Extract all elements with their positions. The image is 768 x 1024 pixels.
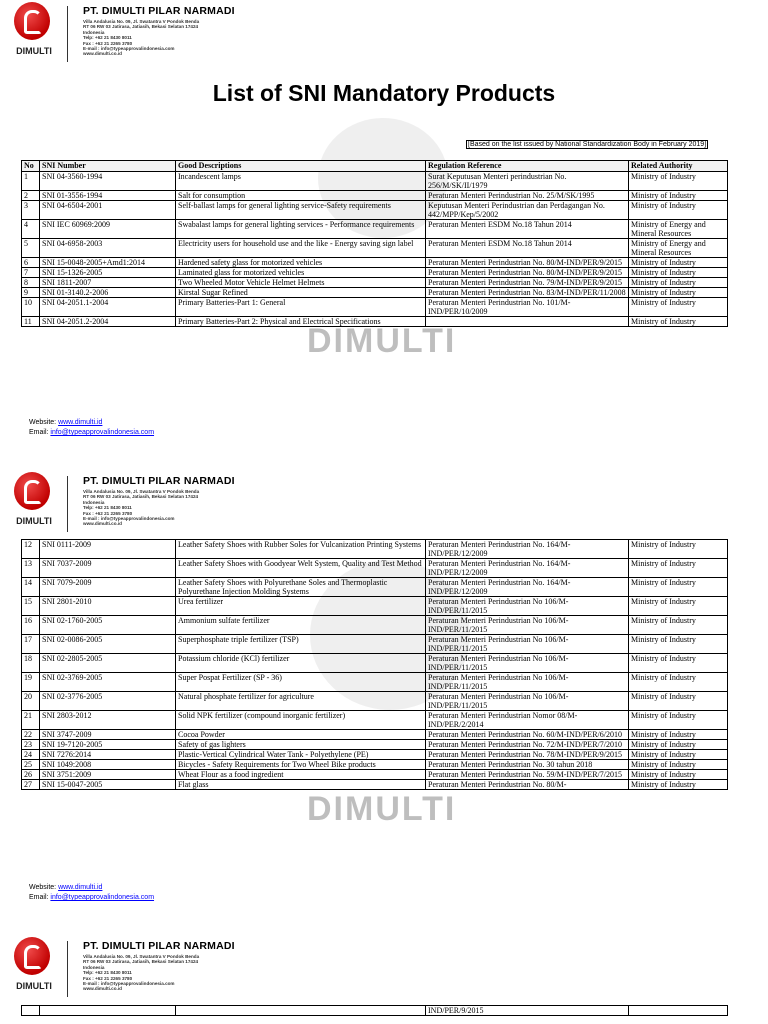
col-header-regulation-reference: Regulation Reference <box>426 161 629 172</box>
row-related-authority: Ministry of Industry <box>629 711 728 730</box>
row-no: 23 <box>22 740 40 750</box>
row-regulation-reference: Peraturan Menteri Perindustrian No. 101/M-IND/PER/10/2009 <box>426 298 629 317</box>
col-header-no: No <box>22 161 40 172</box>
row-regulation-reference: Keputusan Menteri Perindustrian dan Perdagangan No. 442/MPP/Kep/5/2002 <box>426 201 629 220</box>
table-row <box>22 780 728 790</box>
row-regulation-reference: IND/PER/9/2015 <box>426 1006 629 1016</box>
table-row <box>22 268 728 278</box>
company-logo: DIMULTI <box>12 472 52 530</box>
row-good-description: Safety of gas lighters <box>176 740 426 750</box>
row-sni-number: SNI 7079-2009 <box>40 578 176 597</box>
row-related-authority: Ministry of Industry <box>629 635 728 654</box>
company-address: Villa Andalusia No. 09, Jl. Swatantra V Pondok Benda RT 06 RW 03 Jatirasa, Jatiasih, Bekasi Selatan 17424 Indonesia Telp: +62 21 8430 8011 Fax : +62 21 2265 3780 E-mail : info@typeapprovalindonesia.com www.dimulti.co.id <box>83 19 200 57</box>
row-sni-number: SNI 3751:2009 <box>40 770 176 780</box>
row-related-authority: Ministry of Energy and Mineral Resources <box>629 239 728 258</box>
row-regulation-reference: Peraturan Menteri Perindustrian No. 30 tahun 2018 <box>426 760 629 770</box>
row-no: 17 <box>22 635 40 654</box>
row-regulation-reference: Peraturan Menteri Perindustrian No 106/M-IND/PER/11/2015 <box>426 654 629 673</box>
table-row <box>22 750 728 760</box>
row-sni-number: SNI 04-3560-1994 <box>40 172 176 191</box>
row-regulation-reference: Peraturan Menteri Perindustrian No. 164/M-IND/PER/12/2009 <box>426 540 629 559</box>
row-sni-number: SNI 0111-2009 <box>40 540 176 559</box>
table-row <box>22 172 728 191</box>
company-logo: DIMULTI <box>12 937 52 995</box>
row-related-authority: Ministry of Industry <box>629 258 728 268</box>
row-related-authority: Ministry of Industry <box>629 760 728 770</box>
row-sni-number: SNI 04-2051.1-2004 <box>40 298 176 317</box>
row-good-description <box>176 1006 426 1016</box>
row-no: 26 <box>22 770 40 780</box>
row-no: 19 <box>22 673 40 692</box>
row-sni-number: SNI 04-6504-2001 <box>40 201 176 220</box>
table-row <box>22 288 728 298</box>
row-sni-number: SNI 02-0086-2005 <box>40 635 176 654</box>
row-sni-number: SNI IEC 60969:2009 <box>40 220 176 239</box>
row-regulation-reference: Peraturan Menteri Perindustrian No. 72/M-IND/PER/7/2010 <box>426 740 629 750</box>
row-regulation-reference: Peraturan Menteri Perindustrian No 106/M-IND/PER/11/2015 <box>426 673 629 692</box>
table-row <box>22 692 728 711</box>
row-regulation-reference: Peraturan Menteri Perindustrian No. 25/M/SK/1995 <box>426 191 629 201</box>
row-regulation-reference: Peraturan Menteri Perindustrian No. 80/M- <box>426 780 629 790</box>
company-address: Villa Andalusia No. 09, Jl. Swatantra V Pondok Benda RT 06 RW 03 Jatirasa, Jatiasih, Bekasi Selatan 17424 Indonesia Telp: +62 21 8430 8011 Fax : +62 21 2265 3780 E-mail : info@typeapprovalindonesia.com www.dimulti.co.id <box>83 954 200 992</box>
row-regulation-reference: Peraturan Menteri Perindustrian No. 80/M-IND/PER/9/2015 <box>426 258 629 268</box>
row-related-authority: Ministry of Industry <box>629 616 728 635</box>
row-sni-number: SNI 02-2805-2005 <box>40 654 176 673</box>
row-related-authority: Ministry of Industry <box>629 654 728 673</box>
source-note: [Based on the list issued by National Standardization Body in February 2019] <box>468 141 707 148</box>
row-regulation-reference: Peraturan Menteri Perindustrian No. 60/M-IND/PER/6/2010 <box>426 730 629 740</box>
row-no: 18 <box>22 654 40 673</box>
row-sni-number: SNI 2803-2012 <box>40 711 176 730</box>
table-row <box>22 191 728 201</box>
row-good-description: Ammonium sulfate fertilizer <box>176 616 426 635</box>
row-related-authority: Ministry of Industry <box>629 201 728 220</box>
row-good-description: Primary Batteries-Part 2: Physical and Electrical Specifications <box>176 317 426 327</box>
row-related-authority: Ministry of Industry <box>629 730 728 740</box>
row-good-description: Incandescent lamps <box>176 172 426 191</box>
company-name: PT. DIMULTI PILAR NARMADI <box>83 5 235 17</box>
logo-text: DIMULTI <box>16 46 52 56</box>
row-sni-number: SNI 7037-2009 <box>40 559 176 578</box>
table-row <box>22 578 728 597</box>
table-row <box>22 239 728 258</box>
table-row <box>22 673 728 692</box>
row-regulation-reference: Peraturan Menteri Perindustrian No. 164/M-IND/PER/12/2009 <box>426 578 629 597</box>
row-no: 9 <box>22 288 40 298</box>
row-sni-number: SNI 02-3769-2005 <box>40 673 176 692</box>
row-regulation-reference: Surat Keputusan Menteri perindustrian No. 256/M/SK/II/1979 <box>426 172 629 191</box>
website-link[interactable]: www.dimulti.id <box>58 419 103 426</box>
row-regulation-reference: Peraturan Menteri Perindustrian No 106/M-IND/PER/11/2015 <box>426 635 629 654</box>
table-row <box>22 201 728 220</box>
row-good-description: Leather Safety Shoes with Goodyear Welt System, Quality and Test Method <box>176 559 426 578</box>
company-name: PT. DIMULTI PILAR NARMADI <box>83 475 235 487</box>
products-table-page-3 <box>21 1005 728 1016</box>
letterhead <box>0 0 768 72</box>
row-no: 25 <box>22 760 40 770</box>
row-no: 24 <box>22 750 40 760</box>
row-related-authority: Ministry of Industry <box>629 578 728 597</box>
row-related-authority: Ministry of Industry <box>629 673 728 692</box>
row-related-authority: Ministry of Industry <box>629 278 728 288</box>
row-related-authority: Ministry of Industry <box>629 559 728 578</box>
table-row <box>22 597 728 616</box>
page-footer: Website: www.dimulti.id Email: info@typeapprovalindonesia.com <box>29 884 155 901</box>
row-no: 6 <box>22 258 40 268</box>
row-sni-number: SNI 04-6958-2003 <box>40 239 176 258</box>
row-regulation-reference: Peraturan Menteri Perindustrian No. 164/M-IND/PER/12/2009 <box>426 559 629 578</box>
table-row <box>22 278 728 288</box>
row-no: 14 <box>22 578 40 597</box>
products-table-page-2 <box>21 539 728 790</box>
website-link[interactable]: www.dimulti.id <box>58 884 103 891</box>
letterhead <box>0 935 768 1007</box>
row-related-authority: Ministry of Energy and Mineral Resources <box>629 220 728 239</box>
row-regulation-reference <box>426 317 629 327</box>
row-regulation-reference: Peraturan Menteri Perindustrian No 106/M-IND/PER/11/2015 <box>426 692 629 711</box>
row-sni-number: SNI 04-2051.2-2004 <box>40 317 176 327</box>
row-good-description: Electricity users for household use and the like - Energy saving sign label <box>176 239 426 258</box>
row-regulation-reference: Peraturan Menteri Perindustrian No. 79/M-IND/PER/9/2015 <box>426 278 629 288</box>
row-no: 2 <box>22 191 40 201</box>
row-no: 7 <box>22 268 40 278</box>
row-regulation-reference: Peraturan Menteri Perindustrian No. 80/M-IND/PER/9/2015 <box>426 268 629 278</box>
row-sni-number: SNI 19-7120-2005 <box>40 740 176 750</box>
row-no: 13 <box>22 559 40 578</box>
row-no: 1 <box>22 172 40 191</box>
row-sni-number: SNI 02-1760-2005 <box>40 616 176 635</box>
table-row <box>22 540 728 559</box>
row-related-authority: Ministry of Industry <box>629 540 728 559</box>
col-header-sni-number: SNI Number <box>40 161 176 172</box>
row-good-description: Primary Batteries-Part 1: General <box>176 298 426 317</box>
watermark: DIMULTI <box>307 790 457 828</box>
email-link[interactable]: info@typeapprovalindonesia.com <box>50 429 155 436</box>
row-no: 5 <box>22 239 40 258</box>
products-table-page-1 <box>21 160 728 327</box>
table-row <box>22 298 728 317</box>
table-row <box>22 258 728 268</box>
row-related-authority: Ministry of Industry <box>629 750 728 760</box>
row-no: 20 <box>22 692 40 711</box>
row-good-description: Laminated glass for motorized vehicles <box>176 268 426 278</box>
row-sni-number: SNI 15-1326-2005 <box>40 268 176 278</box>
table-row <box>22 760 728 770</box>
row-related-authority: Ministry of Industry <box>629 780 728 790</box>
row-no: 10 <box>22 298 40 317</box>
table-row <box>22 711 728 730</box>
row-good-description: Flat glass <box>176 780 426 790</box>
row-regulation-reference: Peraturan Menteri Perindustrian No 106/M-IND/PER/11/2015 <box>426 616 629 635</box>
table-row <box>22 740 728 750</box>
row-sni-number: SNI 1049:2008 <box>40 760 176 770</box>
row-sni-number: SNI 2801-2010 <box>40 597 176 616</box>
row-no: 3 <box>22 201 40 220</box>
row-regulation-reference: Peraturan Menteri Perindustrian No. 78/M-IND/PER/9/2015 <box>426 750 629 760</box>
row-related-authority: Ministry of Industry <box>629 191 728 201</box>
row-sni-number: SNI 01-3556-1994 <box>40 191 176 201</box>
row-sni-number: SNI 01-3140.2-2006 <box>40 288 176 298</box>
row-no: 27 <box>22 780 40 790</box>
row-good-description: Bicycles - Safety Requirements for Two Wheel Bike products <box>176 760 426 770</box>
row-related-authority: Ministry of Industry <box>629 740 728 750</box>
table-row <box>22 635 728 654</box>
row-no <box>22 1006 40 1016</box>
row-related-authority: Ministry of Industry <box>629 298 728 317</box>
row-no: 16 <box>22 616 40 635</box>
row-good-description: Leather Safety Shoes with Rubber Soles for Vulcanization Printing Systems <box>176 540 426 559</box>
row-related-authority: Ministry of Industry <box>629 172 728 191</box>
table-row <box>22 654 728 673</box>
company-address: Villa Andalusia No. 09, Jl. Swatantra V Pondok Benda RT 06 RW 03 Jatirasa, Jatiasih, Bekasi Selatan 17424 Indonesia Telp: +62 21 8430 8011 Fax : +62 21 2265 3780 E-mail : info@typeapprovalindonesia.com www.dimulti.co.id <box>83 489 200 527</box>
row-good-description: Natural phosphate fertilizer for agriculture <box>176 692 426 711</box>
row-regulation-reference: Peraturan Menteri Perindustrian No. 83/M-IND/PER/11/2008 <box>426 288 629 298</box>
row-good-description: Two Wheeled Motor Vehicle Helmet Helmets <box>176 278 426 288</box>
row-regulation-reference: Peraturan Menteri Perindustrian No. 59/M-IND/PER/7/2015 <box>426 770 629 780</box>
page-title: List of SNI Mandatory Products <box>212 80 556 106</box>
row-sni-number: SNI 15-0047-2005 <box>40 780 176 790</box>
table-row <box>22 220 728 239</box>
email-link[interactable]: info@typeapprovalindonesia.com <box>50 894 155 901</box>
row-no: 11 <box>22 317 40 327</box>
row-no: 21 <box>22 711 40 730</box>
watermark: DIMULTI <box>307 322 457 360</box>
row-no: 15 <box>22 597 40 616</box>
row-regulation-reference: Peraturan Menteri ESDM No.18 Tahun 2014 <box>426 220 629 239</box>
col-header-good-descriptions: Good Descriptions <box>176 161 426 172</box>
row-sni-number: SNI 15-0048-2005+Amd1:2014 <box>40 258 176 268</box>
row-related-authority: Ministry of Industry <box>629 288 728 298</box>
row-no: 4 <box>22 220 40 239</box>
row-good-description: Swabalast lamps for general lighting services - Performance requirements <box>176 220 426 239</box>
row-good-description: Wheat Flour as a food ingredient <box>176 770 426 780</box>
row-related-authority: Ministry of Industry <box>629 268 728 278</box>
row-regulation-reference: Peraturan Menteri Perindustrian Nomor 08/M-IND/PER/2/2014 <box>426 711 629 730</box>
page-footer: Website: www.dimulti.id Email: info@typeapprovalindonesia.com <box>29 419 155 436</box>
row-no: 22 <box>22 730 40 740</box>
row-sni-number: SNI 3747-2009 <box>40 730 176 740</box>
row-no: 8 <box>22 278 40 288</box>
row-good-description: Self-ballast lamps for general lighting service-Safety requirements <box>176 201 426 220</box>
row-related-authority <box>629 1006 728 1016</box>
row-sni-number <box>40 1006 176 1016</box>
row-good-description: Super Pospat Fertilizer (SP - 36) <box>176 673 426 692</box>
row-good-description: Solid NPK fertilizer (compound inorganic fertilizer) <box>176 711 426 730</box>
row-good-description: Salt for consumption <box>176 191 426 201</box>
row-regulation-reference: Peraturan Menteri Perindustrian No 106/M-IND/PER/11/2015 <box>426 597 629 616</box>
table-row <box>22 1006 728 1016</box>
row-good-description: Hardened safety glass for motorized vehicles <box>176 258 426 268</box>
company-name: PT. DIMULTI PILAR NARMADI <box>83 940 235 952</box>
row-sni-number: SNI 7276:2014 <box>40 750 176 760</box>
row-good-description: Urea fertilizer <box>176 597 426 616</box>
row-good-description: Kirstal Sugar Refined <box>176 288 426 298</box>
row-related-authority: Ministry of Industry <box>629 317 728 327</box>
row-good-description: Leather Safety Shoes with Polyurethane Soles and Thermoplastic Polyurethane Injection Molding Systems <box>176 578 426 597</box>
row-good-description: Plastic-Vertical Cylindrical Water Tank - Polyethylene (PE) <box>176 750 426 760</box>
table-row <box>22 616 728 635</box>
table-row <box>22 559 728 578</box>
table-row <box>22 317 728 327</box>
row-related-authority: Ministry of Industry <box>629 770 728 780</box>
company-logo <box>12 2 52 60</box>
row-good-description: Potassium chloride (KCl) fertilizer <box>176 654 426 673</box>
row-regulation-reference: Peraturan Menteri ESDM No.18 Tahun 2014 <box>426 239 629 258</box>
row-sni-number: SNI 1811-2007 <box>40 278 176 288</box>
row-related-authority: Ministry of Industry <box>629 597 728 616</box>
row-sni-number: SNI 02-3776-2005 <box>40 692 176 711</box>
table-row <box>22 770 728 780</box>
table-row <box>22 730 728 740</box>
letterhead <box>0 470 768 542</box>
col-header-related-authority: Related Authority <box>629 161 728 172</box>
row-related-authority: Ministry of Industry <box>629 692 728 711</box>
row-good-description: Superphosphate triple fertilizer (TSP) <box>176 635 426 654</box>
row-no: 12 <box>22 540 40 559</box>
row-good-description: Cocoa Powder <box>176 730 426 740</box>
